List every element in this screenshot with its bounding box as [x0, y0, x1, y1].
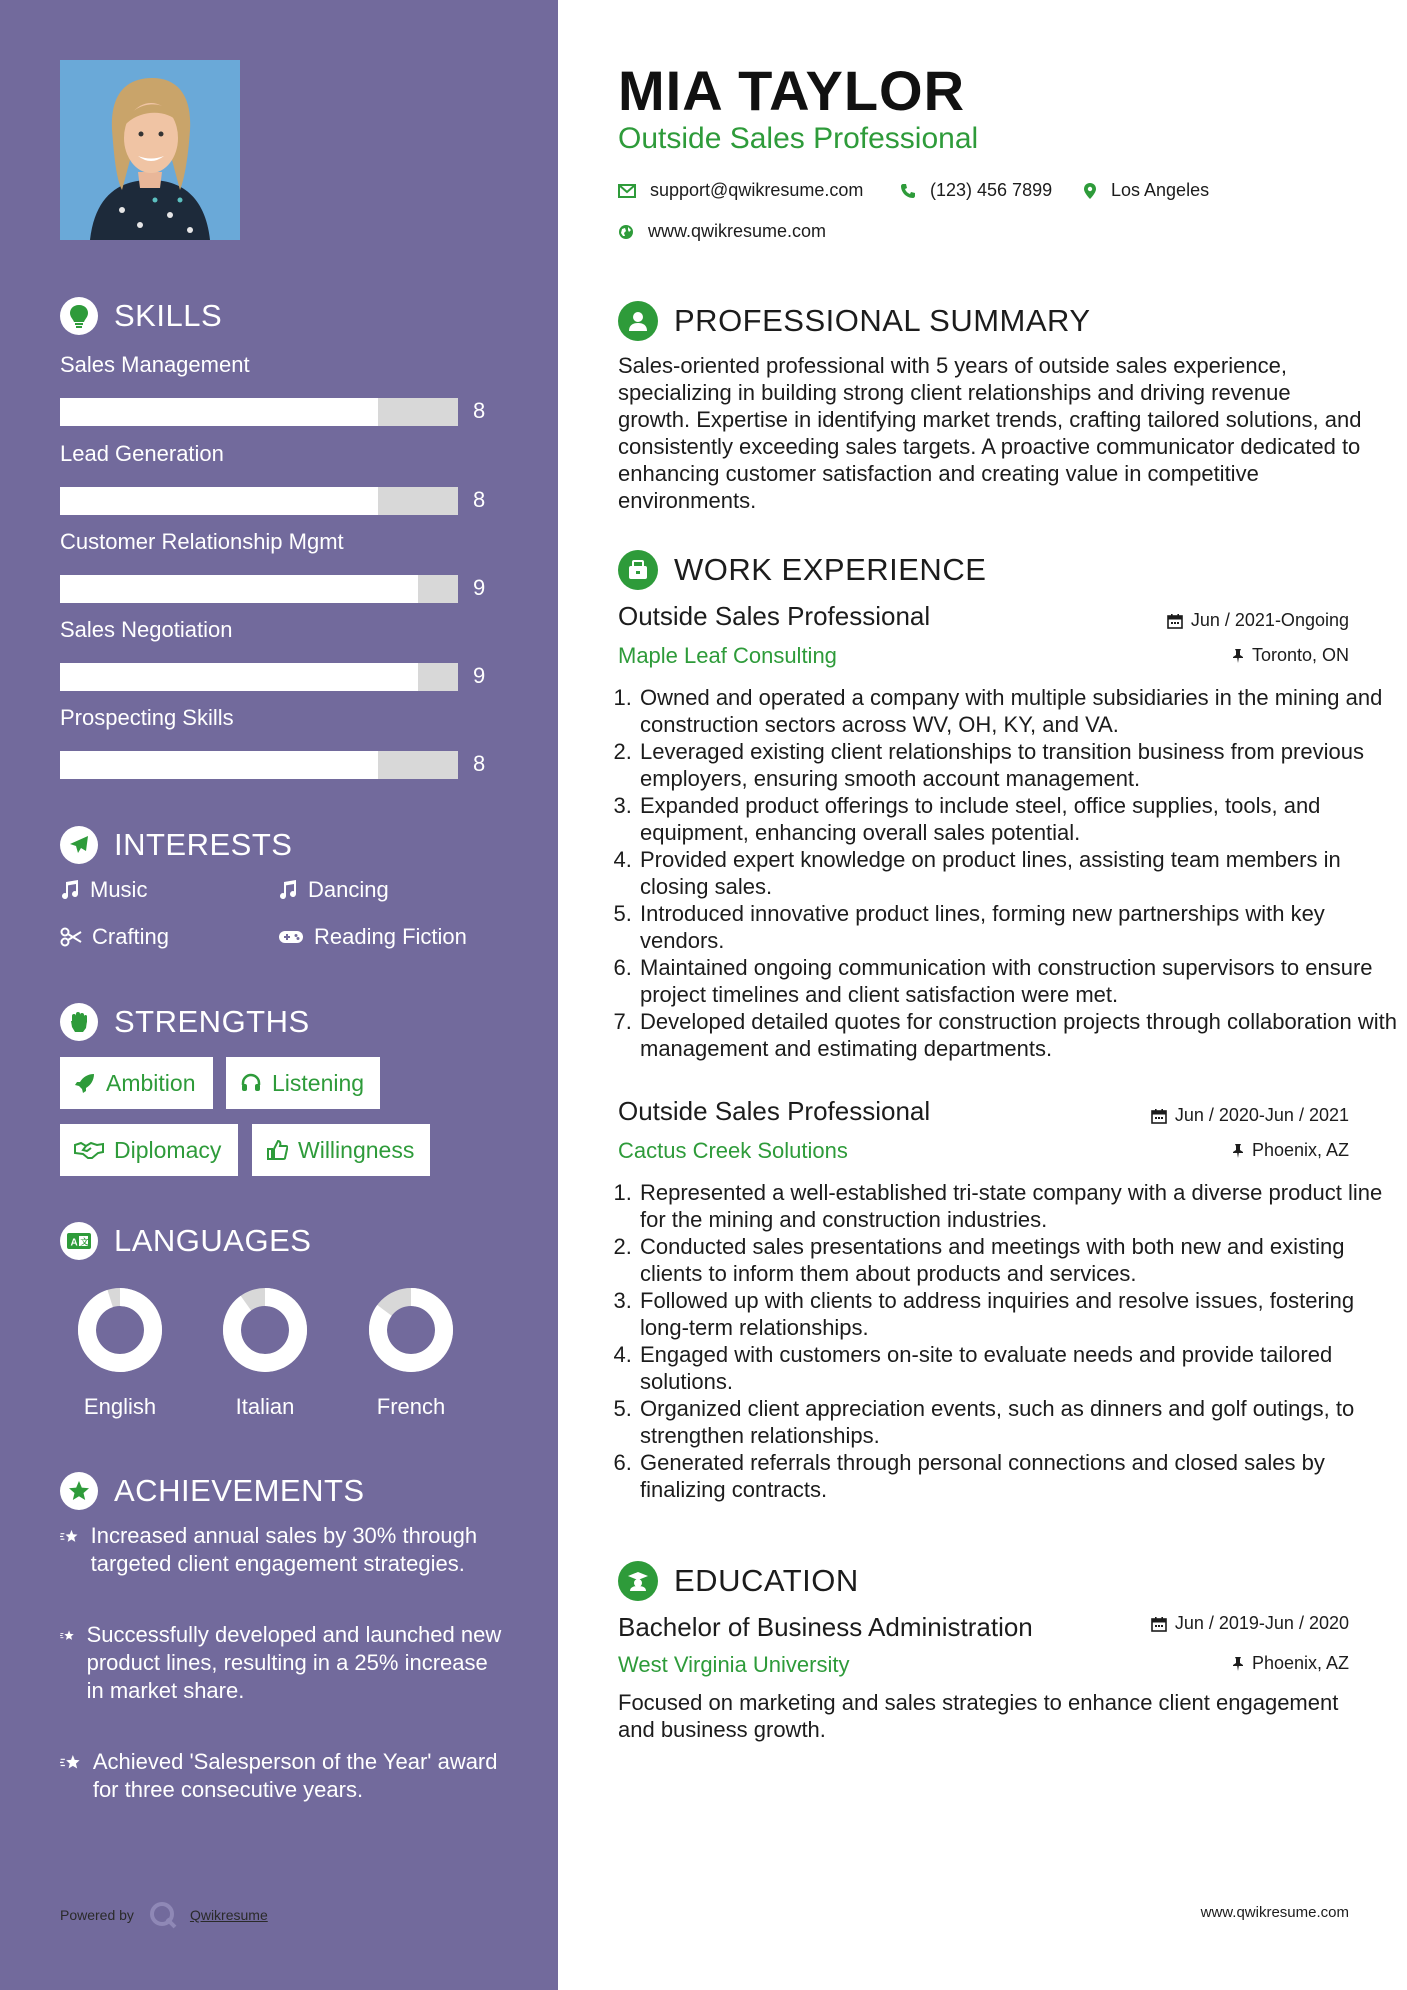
language-item	[55, 1285, 185, 1420]
graduate-icon	[618, 1561, 658, 1601]
job-bullets	[618, 1179, 1398, 1503]
language-donut-chart	[220, 1285, 310, 1375]
strength-label: Listening	[272, 1069, 365, 1096]
education-location-text: Phoenix, AZ	[1251, 1653, 1349, 1673]
footer-url[interactable]: www.qwikresume.com	[1200, 1904, 1349, 1921]
skill-level: 8	[473, 487, 486, 512]
phone-icon	[900, 183, 916, 199]
skill-bar	[60, 487, 458, 515]
skill-item	[60, 352, 500, 423]
job-bullet: 3. Followed up with clients to address inquiries and resolve issues, fostering long-term relationships.	[638, 1287, 1398, 1341]
interest-label: Reading Fiction	[314, 924, 467, 949]
calendar-icon	[1151, 1616, 1167, 1632]
job-bullet: 5. Organized client appreciation events, such as dinners and golf outings, to strengthen relationships.	[638, 1395, 1398, 1449]
strength-chip	[60, 1057, 213, 1109]
education-heading	[618, 1561, 859, 1601]
job-bullets	[618, 684, 1398, 1062]
fist-icon	[60, 1003, 98, 1041]
job-location-text: Toronto, ON	[1251, 645, 1349, 665]
skill-name: Prospecting Skills	[60, 705, 234, 730]
gamepad-icon	[278, 928, 304, 946]
music-note-icon	[278, 879, 298, 901]
skill-level: 9	[473, 663, 486, 688]
strength-chip	[60, 1124, 238, 1176]
job-company: Maple Leaf Consulting	[618, 643, 837, 668]
job-company: Cactus Creek Solutions	[618, 1138, 848, 1163]
skills-title: SKILLS	[114, 298, 223, 333]
job-bullet: 2. Leveraged existing client relationships to transition business from previous employers, ensuring smooth account management.	[638, 738, 1398, 792]
education-degree: Bachelor of Business Administration	[618, 1612, 1033, 1642]
translate-icon	[60, 1222, 98, 1260]
skill-bar	[60, 398, 458, 426]
powered-by-label: Powered by	[60, 1907, 134, 1923]
skill-bar	[60, 663, 458, 691]
job-date	[1151, 1105, 1349, 1126]
skill-item	[60, 617, 500, 688]
qwikresume-link[interactable]: Qwikresume	[189, 1907, 268, 1923]
skill-level: 8	[473, 398, 486, 423]
pushpin-icon	[1232, 648, 1244, 664]
star-icon	[60, 1522, 79, 1552]
map-pin-icon	[1083, 182, 1097, 200]
languages-heading	[60, 1222, 311, 1260]
contact-phone	[900, 180, 1052, 201]
globe-icon	[618, 224, 634, 240]
rocket-icon	[74, 1072, 96, 1094]
language-item	[346, 1285, 476, 1420]
scissors-icon	[60, 927, 82, 947]
candidate-name: MIA TAYLOR	[618, 59, 966, 122]
education-date-text: Jun / 2019-Jun / 2020	[1174, 1613, 1349, 1633]
strength-label: Willingness	[298, 1136, 415, 1163]
handshake-icon	[74, 1140, 104, 1160]
contact-location	[1083, 180, 1209, 201]
language-label: Italian	[235, 1394, 295, 1419]
strength-label: Diplomacy	[114, 1136, 222, 1163]
main-content	[558, 0, 1407, 1990]
strength-chip	[226, 1057, 380, 1109]
skill-item	[60, 441, 500, 512]
job-bullet: 3. Expanded product offerings to include steel, office supplies, tools, and equipment, enhancing overall sales potential.	[638, 792, 1398, 846]
email-text[interactable]: support@qwikresume.com	[650, 180, 864, 200]
job-title: Outside Sales Professional	[618, 601, 931, 631]
donut-fill	[232, 1297, 298, 1363]
thumbs-up-icon	[266, 1139, 288, 1161]
job-location	[1232, 645, 1349, 666]
skill-bar-fill	[60, 398, 378, 426]
job-bullet: 7. Developed detailed quotes for construction projects through collaboration with management and estimating departments.	[638, 1008, 1398, 1062]
skill-bar-fill	[60, 487, 378, 515]
job-bullet: 1. Owned and operated a company with multiple subsidiaries in the mining and construction sectors across WV, OH, KY, and VA.	[638, 684, 1398, 738]
job-bullet: 1. Represented a well-established tri-state company with a diverse product line for the mining and construction industries.	[638, 1179, 1398, 1233]
website-text[interactable]: www.qwikresume.com	[648, 221, 827, 241]
strength-label: Ambition	[106, 1069, 196, 1096]
language-donut-chart	[75, 1285, 165, 1375]
svg-text:文: 文	[80, 1237, 89, 1247]
contact-email	[618, 180, 863, 201]
skill-name: Customer Relationship Mgmt	[60, 529, 344, 554]
experience-title: WORK EXPERIENCE	[674, 552, 987, 587]
skill-level: 9	[473, 575, 486, 600]
skill-bar	[60, 751, 458, 779]
language-donut-chart	[366, 1285, 456, 1375]
calendar-icon	[1167, 613, 1183, 629]
interest-label: Music	[90, 877, 148, 902]
skill-name: Sales Management	[60, 352, 250, 377]
language-item	[200, 1285, 330, 1420]
language-label: French	[376, 1394, 446, 1419]
phone-text: (123) 456 7899	[930, 180, 1053, 200]
svg-text:A: A	[70, 1237, 78, 1249]
job-date-text: Jun / 2021-Ongoing	[1190, 610, 1349, 630]
achievement-item	[60, 1748, 510, 1804]
skills-heading	[60, 297, 222, 335]
education-title: EDUCATION	[674, 1563, 859, 1598]
job-date-text: Jun / 2020-Jun / 2021	[1174, 1105, 1349, 1125]
achievements-title: ACHIEVEMENTS	[114, 1473, 365, 1508]
skill-name: Sales Negotiation	[60, 617, 233, 642]
job-location	[1232, 1140, 1349, 1161]
skill-item	[60, 705, 500, 776]
interest-item	[60, 877, 147, 903]
skill-bar	[60, 575, 458, 603]
strengths-heading	[60, 1003, 310, 1041]
summary-title: PROFESSIONAL SUMMARY	[674, 303, 1091, 338]
candidate-role: Outside Sales Professional	[618, 122, 979, 155]
calendar-icon	[1151, 1108, 1167, 1124]
interest-item	[60, 924, 169, 950]
pushpin-icon	[1232, 1656, 1244, 1672]
user-icon	[618, 301, 658, 341]
interest-item	[278, 924, 467, 950]
job-title: Outside Sales Professional	[618, 1096, 931, 1126]
star-icon	[60, 1621, 75, 1651]
achievements-heading	[60, 1472, 365, 1510]
envelope-icon	[618, 184, 636, 198]
briefcase-icon	[618, 550, 658, 590]
powered-by	[60, 1900, 268, 1930]
qwikresume-logo-icon	[148, 1900, 178, 1930]
summary-text: Sales-oriented professional with 5 years of outside sales experience, specializing in building strong client relationships and driving revenue growth. Expertise in identifying market trends, crafting tailored solutions, and consistently exceeding sales targets. A proactive communicator dedicated to enhancing customer satisfaction and creating value in competitive environments.	[618, 353, 1362, 513]
language-label: English	[83, 1394, 157, 1419]
interest-item	[278, 877, 389, 903]
strengths-title: STRENGTHS	[114, 1004, 310, 1039]
experience-heading	[618, 550, 986, 590]
star-badge-icon	[60, 1472, 98, 1510]
job-bullet: 4. Provided expert knowledge on product lines, assisting team members in closing sales.	[638, 846, 1398, 900]
skill-bar-fill	[60, 751, 378, 779]
education-school: West Virginia University	[618, 1652, 850, 1677]
education-date	[1151, 1613, 1349, 1634]
interest-label: Crafting	[92, 924, 170, 949]
job-bullet: 6. Generated referrals through personal connections and closed sales by finalizing contracts.	[638, 1449, 1398, 1503]
job-bullet: 6. Maintained ongoing communication with construction supervisors to ensure project timelines and client satisfaction were met.	[638, 954, 1398, 1008]
lightbulb-icon	[60, 297, 98, 335]
achievement-text: Achieved 'Salesperson of the Year' award for three consecutive years.	[92, 1749, 498, 1802]
contact-website	[618, 221, 826, 242]
job-bullet: 5. Introduced innovative product lines, forming new partnerships with key vendors.	[638, 900, 1398, 954]
music-note-icon	[60, 879, 80, 901]
skill-bar-fill	[60, 575, 418, 603]
strength-chip	[252, 1124, 430, 1176]
skill-item	[60, 529, 500, 600]
skill-level: 8	[473, 751, 486, 776]
sidebar	[0, 0, 558, 1990]
interests-heading	[60, 826, 292, 864]
pushpin-icon	[1232, 1143, 1244, 1159]
achievement-item	[60, 1522, 510, 1578]
interests-title: INTERESTS	[114, 827, 293, 862]
location-text: Los Angeles	[1111, 180, 1210, 200]
skill-bar-fill	[60, 663, 418, 691]
paper-plane-icon	[60, 826, 98, 864]
education-description: Focused on marketing and sales strategies to enhance client engagement and business growth.	[618, 1690, 1339, 1742]
job-bullet: 4. Engaged with customers on-site to evaluate needs and provide tailored solutions.	[638, 1341, 1398, 1395]
headphones-icon	[240, 1072, 262, 1094]
education-location	[1232, 1653, 1349, 1674]
achievement-text: Successfully developed and launched new product lines, resulting in a 25% increase in market share.	[86, 1622, 502, 1703]
job-bullet: 2. Conducted sales presentations and meetings with both new and existing clients to inform them about products and services.	[638, 1233, 1398, 1287]
achievement-item	[60, 1621, 510, 1705]
donut-fill	[87, 1297, 153, 1363]
job-location-text: Phoenix, AZ	[1251, 1140, 1349, 1160]
job-date	[1167, 610, 1349, 631]
profile-photo	[60, 60, 240, 240]
summary-heading	[618, 301, 1091, 341]
skill-name: Lead Generation	[60, 441, 224, 466]
interest-label: Dancing	[308, 877, 389, 902]
achievement-text: Increased annual sales by 30% through targeted client engagement strategies.	[90, 1523, 478, 1576]
star-icon	[60, 1748, 81, 1778]
languages-title: LANGUAGES	[114, 1223, 312, 1258]
